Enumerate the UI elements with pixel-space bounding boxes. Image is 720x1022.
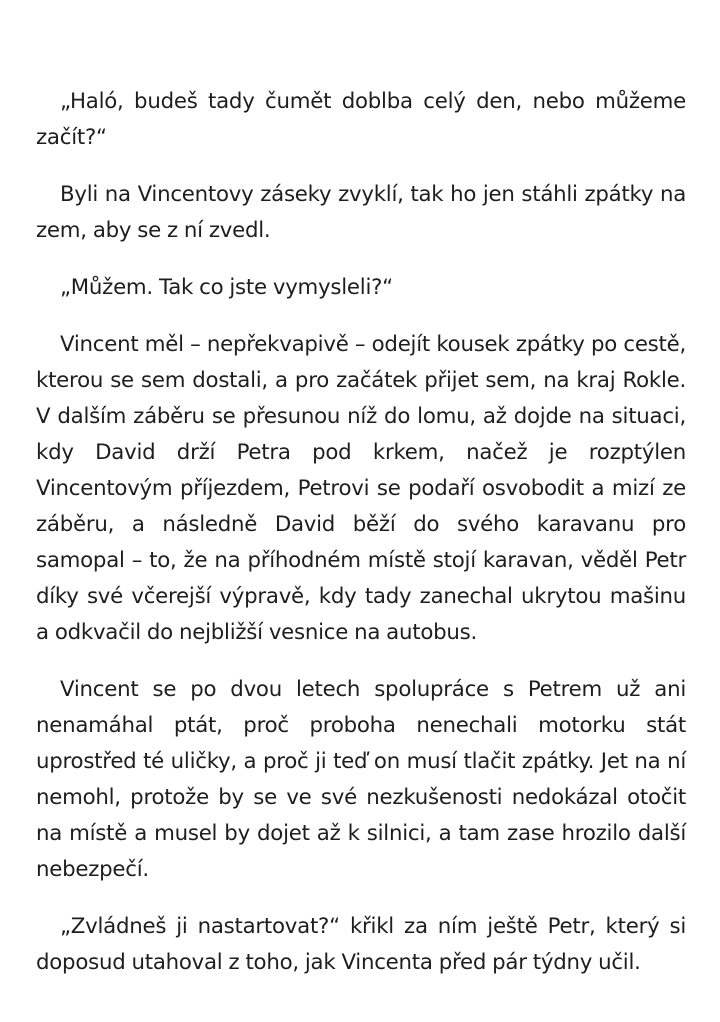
book-page: [36, 84, 686, 1002]
paragraph-1: „Haló, budeš tady čumět doblba celý den, nebo můžeme začít?“: [36, 89, 686, 150]
paragraph-4: Vincent měl – nepřekvapivě – odejít kousek zpátky po cestě, kterou se sem dostali, a pro začátek přijet sem, na kraj Rokle. V dalším záběru se přesunou níž do lomu, až dojde na situaci, kdy David drží Petra pod krkem, načež je rozptýlen Vincentovým příjezdem, Petrovi se podaří osvobodit a mizí ze záběru, a následně David běží do svého karavanu pro samopal – to, že na příhodném místě stojí karavan, věděl Petr díky své včerejší výpravě, kdy tady zanechal ukrytou mašinu a odkvačil do nejbližší vesnice na autobus.: [36, 332, 686, 645]
paragraph-6: „Zvládneš ji nastartovat?“ křikl za ním ještě Petr, který si doposud utahoval z toho, jak Vincenta před pár týdny učil.: [36, 914, 686, 975]
paragraph-3: „Můžem. Tak co jste vymysleli?“: [60, 275, 393, 300]
paragraph-5: Vincent se po dvou letech spolupráce s Petrem už ani nenamáhal ptát, proč proboha nenechali motorku stát uprostřed té uličky, a proč ji teď on musí tlačit zpátky. Jet na ní nemohl, protože by se ve své nezkušenosti nedokázal otočit na místě a musel by dojet až k silnici, a tam zase hrozilo další nebezpečí.: [36, 677, 686, 882]
paragraph-2: Byli na Vincentovy záseky zvyklí, tak ho jen stáhli zpátky na zem, aby se z ní zvedl.: [36, 182, 686, 243]
